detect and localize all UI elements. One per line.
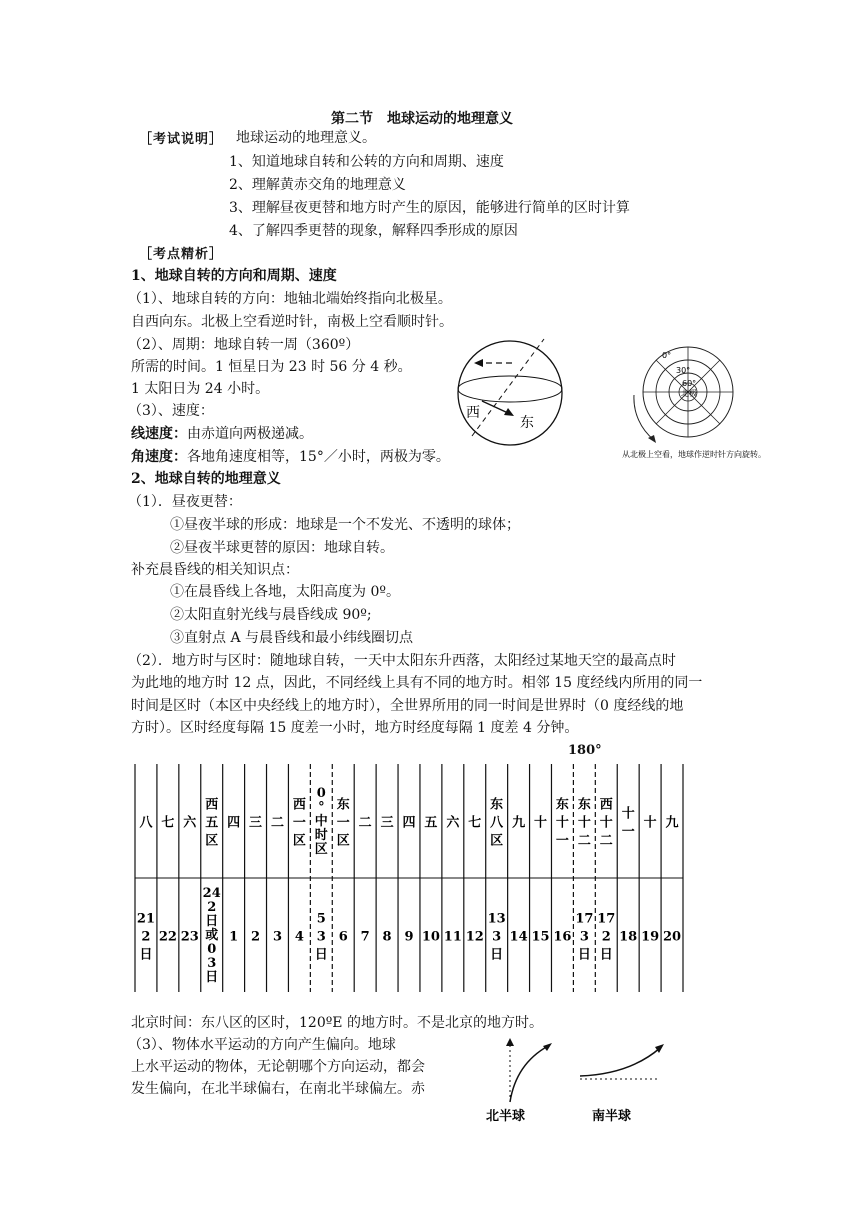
globe-east-label: 东: [520, 415, 534, 431]
angular-speed: 角速度：各地角速度相等，15°／小时，两极为零。: [131, 449, 450, 465]
exam-item-3: 3、理解昼夜更替和地方时产生的原因，能够进行简单的区时计算: [229, 200, 630, 216]
sec1-line-2: 自西向东。北极上空看逆时针，南极上空看顺时针。: [131, 314, 453, 330]
zone-time-11: 8: [382, 929, 392, 945]
section-1-heading: 1、地球自转的方向和周期、速度: [131, 268, 337, 284]
linear-speed: 线速度：由赤道向两极递减。: [131, 426, 313, 442]
zone-name-3: 西五区: [205, 797, 219, 849]
zone-name-7: 西一区: [292, 797, 306, 849]
zone-time-17: 14: [509, 929, 528, 945]
zone-time-12: 9: [404, 929, 414, 945]
sec1-line-6: （3）、速度：: [128, 403, 214, 419]
sec1-line-5: 1 太阳日为 24 小时。: [131, 381, 270, 397]
polar-deg-60: 60°: [682, 379, 697, 388]
zone-time-24: 20: [662, 929, 682, 945]
zone-name-2: 六: [183, 815, 197, 831]
zone-name-9: 东一区: [336, 797, 350, 849]
zone-name-14: 六: [446, 815, 460, 831]
zone-name-22: 十一: [621, 806, 635, 840]
sec2-s2-line-4: 方时）。区时经度每隔 15 度差一小时，地方时经度每隔 1 度差 4 分钟。: [131, 720, 579, 736]
sec3-line-1: （3）、物体水平运动的方向产生偏向。地球: [128, 1037, 396, 1053]
zone-name-17: 九: [512, 815, 526, 831]
zone-name-11: 三: [380, 815, 394, 831]
north-pole-view-figure: [620, 340, 788, 464]
zone-time-1: 22: [158, 929, 177, 945]
terminator-point-3: ③直射点 A 与晨昏线和最小纬线圈切点: [170, 630, 414, 646]
beijing-time-note: 北京时间：东八区的区时，120ºE 的地方时。不是北京的地方时。: [131, 1015, 543, 1031]
zone-name-4: 四: [227, 815, 241, 831]
zone-time-0: 21 2 日: [136, 911, 156, 963]
zone-time-3: 24 2 日或 0 3 日: [202, 886, 221, 986]
sec2-s1: （1）．昼夜更替：: [128, 494, 242, 510]
zone-time-15: 12: [465, 929, 484, 945]
exam-intro: 地球运动的地理意义。: [236, 130, 376, 146]
deflect-south-label: 南半球: [592, 1109, 632, 1124]
zone-time-20: 17 3 日: [575, 911, 594, 963]
zone-name-18: 十: [534, 815, 548, 831]
zone-time-23: 19: [641, 929, 660, 945]
zone-time-8: 5 3 日: [314, 911, 328, 963]
zone-name-13: 五: [424, 815, 438, 831]
zone-time-9: 6: [338, 929, 348, 945]
deflection-figure: [480, 1034, 680, 1124]
sec3-line-3: 发生偏向，在北半球偏右，在南北半球偏左。赤: [131, 1081, 425, 1097]
analysis-header: ［考点精析］: [139, 247, 224, 262]
zone-name-10: 二: [358, 815, 372, 831]
zone-time-21: 17 2 日: [597, 911, 616, 963]
zone-name-20: 东十二: [577, 797, 591, 849]
zone-180-label: 180°: [568, 743, 602, 758]
globe-rotation-figure: [452, 333, 582, 453]
sec1-line-1: （1）、地球自转的方向：地轴北端始终指向北极星。: [128, 291, 452, 307]
zone-time-18: 15: [531, 929, 550, 945]
sec2-s2-line-2: 为此地的地方时 12 点，因此，不同经线上具有不同的地方时。相邻 15 度经线内所用的同一: [131, 675, 703, 691]
zone-name-19: 东十一: [555, 797, 569, 849]
time-zone-diagram: [130, 760, 690, 1000]
zone-name-23: 十: [643, 815, 657, 831]
exam-item-4: 4、了解四季更替的现象，解释四季形成的原因: [229, 223, 518, 239]
terminator-point-2: ②太阳直射光线与晨昏线成 90º;: [170, 607, 372, 623]
zone-name-12: 四: [402, 815, 416, 831]
zone-name-24: 九: [665, 815, 679, 831]
zone-time-4: 1: [229, 929, 239, 945]
exam-header: ［考试说明］: [139, 132, 224, 147]
zone-time-13: 10: [421, 929, 440, 945]
sec3-line-2: 上水平运动的物体，无论朝哪个方向运动，都会: [131, 1059, 425, 1075]
sec1-line-3: （2）、周期：地球自转一周（360º）: [128, 337, 360, 353]
zone-time-2: 23: [180, 929, 199, 945]
zone-name-16: 东八区: [490, 797, 504, 849]
zone-time-22: 18: [619, 929, 638, 945]
polar-caption: 从北极上空看，地球作逆时针方向旋转。: [622, 450, 766, 459]
zone-name-0: 八: [139, 815, 153, 831]
zone-name-8: 0 °中时区: [314, 786, 328, 858]
sec2-supplement: 补充晨昏线的相关知识点：: [131, 562, 299, 578]
globe-west-label: 西: [466, 405, 480, 421]
zone-name-6: 二: [270, 815, 284, 831]
exam-item-2: 2、理解黄赤交角的地理意义: [229, 177, 406, 193]
zone-time-10: 7: [360, 929, 370, 945]
zone-time-7: 4: [294, 929, 304, 945]
zone-name-1: 七: [161, 815, 175, 831]
zone-time-19: 16: [553, 929, 572, 945]
terminator-point-1: ①在晨昏线上各地，太阳高度为 0º。: [170, 584, 400, 600]
zone-name-15: 七: [468, 815, 482, 831]
zone-time-14: 11: [443, 929, 462, 945]
zone-time-16: 13 3 日: [487, 911, 506, 963]
zone-name-21: 西十二: [599, 797, 613, 849]
exam-item-1: 1、知道地球自转和公转的方向和周期、速度: [229, 154, 504, 170]
deflect-north-label: 北半球: [486, 1109, 526, 1124]
zone-time-6: 3: [272, 929, 283, 945]
zone-time-5: 2: [251, 929, 261, 945]
sec2-s1b: ②昼夜半球更替的原因：地球自转。: [170, 540, 394, 556]
polar-pole-label: 北极: [681, 389, 697, 398]
page-title: 第二节 地球运动的地理意义: [331, 111, 513, 127]
zone-name-5: 三: [249, 815, 263, 831]
polar-deg-0: 0°: [662, 351, 672, 360]
sec1-line-4: 所需的时间。1 恒星日为 23 时 56 分 4 秒。: [131, 359, 412, 375]
section-2-heading: 2、地球自转的地理意义: [131, 471, 281, 487]
sec2-s2-line-3: 时间是区时（本区中央经线上的地方时），全世界所用的同一时间是世界时（0 度经线的地: [131, 698, 684, 714]
polar-deg-30: 30°: [676, 366, 691, 375]
sec2-s2-line-1: （2）．地方时与区时：随地球自转，一天中太阳东升西落，太阳经过某地天空的最高点时: [128, 653, 676, 669]
sec2-s1a: ①昼夜半球的形成：地球是一个不发光、不透明的球体；: [170, 517, 520, 533]
